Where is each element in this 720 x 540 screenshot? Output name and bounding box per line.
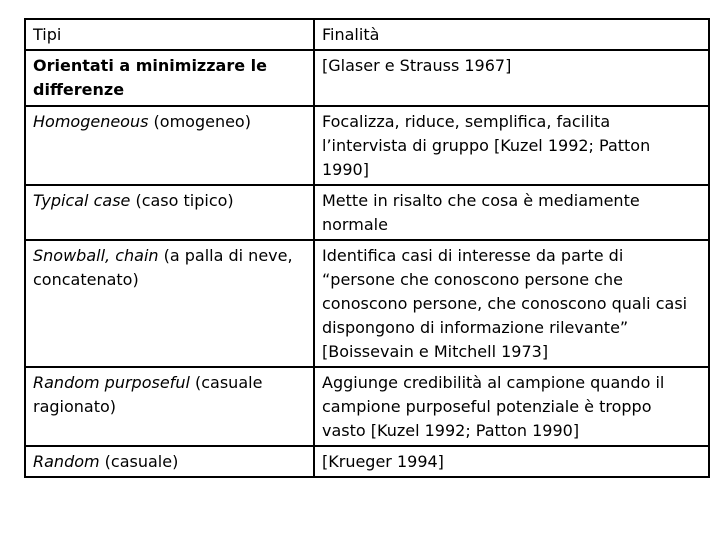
table-row <box>25 240 709 367</box>
table-row <box>25 446 709 477</box>
tipo-english-name: Snowball, chain <box>33 246 159 265</box>
tipo-italian-name: (casuale ragionato) <box>33 373 263 416</box>
sampling-types-table <box>24 18 710 478</box>
section-row <box>25 50 709 106</box>
finalita-cell: [Krueger 1994] <box>314 446 709 477</box>
tipo-italian-name: (a palla di neve, concatenato) <box>33 246 293 289</box>
tipo-cell <box>25 367 314 446</box>
tipo-cell <box>25 106 314 185</box>
table-row <box>25 367 709 446</box>
tipo-english-name: Homogeneous <box>33 112 149 131</box>
finalita-cell: Aggiunge credibilità al campione quando il campione purposeful potenziale è troppo vasto [Kuzel 1992; Patton 1990] <box>314 367 709 446</box>
tipo-italian-name: (caso tipico) <box>130 191 234 210</box>
header-finalita: Finalità <box>314 19 709 50</box>
table-row <box>25 106 709 185</box>
tipo-italian-name: (omogeneo) <box>148 112 251 131</box>
tipo-cell <box>25 185 314 240</box>
tipo-english-name: Typical case <box>33 191 131 210</box>
tipo-english-name: Random purposeful <box>33 373 190 392</box>
finalita-cell: Identifica casi di interesse da parte di “persone che conoscono persone che conoscono persone, che conoscono quali casi dispongono di informazione rilevante” [Boissevain e Mitchell 1973] <box>314 240 709 367</box>
header-row <box>25 19 709 50</box>
finalita-cell: Mette in risalto che cosa è mediamente normale <box>314 185 709 240</box>
tipo-english-name: Random <box>33 452 100 471</box>
section-reference: [Glaser e Strauss 1967] <box>314 50 709 106</box>
section-label: Orientati a minimizzare le differenze <box>25 50 314 106</box>
tipo-italian-name: (casuale) <box>99 452 179 471</box>
finalita-cell: Focalizza, riduce, semplifica, facilita l’intervista di gruppo [Kuzel 1992; Patton 1990] <box>314 106 709 185</box>
tipo-cell <box>25 240 314 367</box>
table-row <box>25 185 709 240</box>
tipo-cell <box>25 446 314 477</box>
header-tipi: Tipi <box>25 19 314 50</box>
